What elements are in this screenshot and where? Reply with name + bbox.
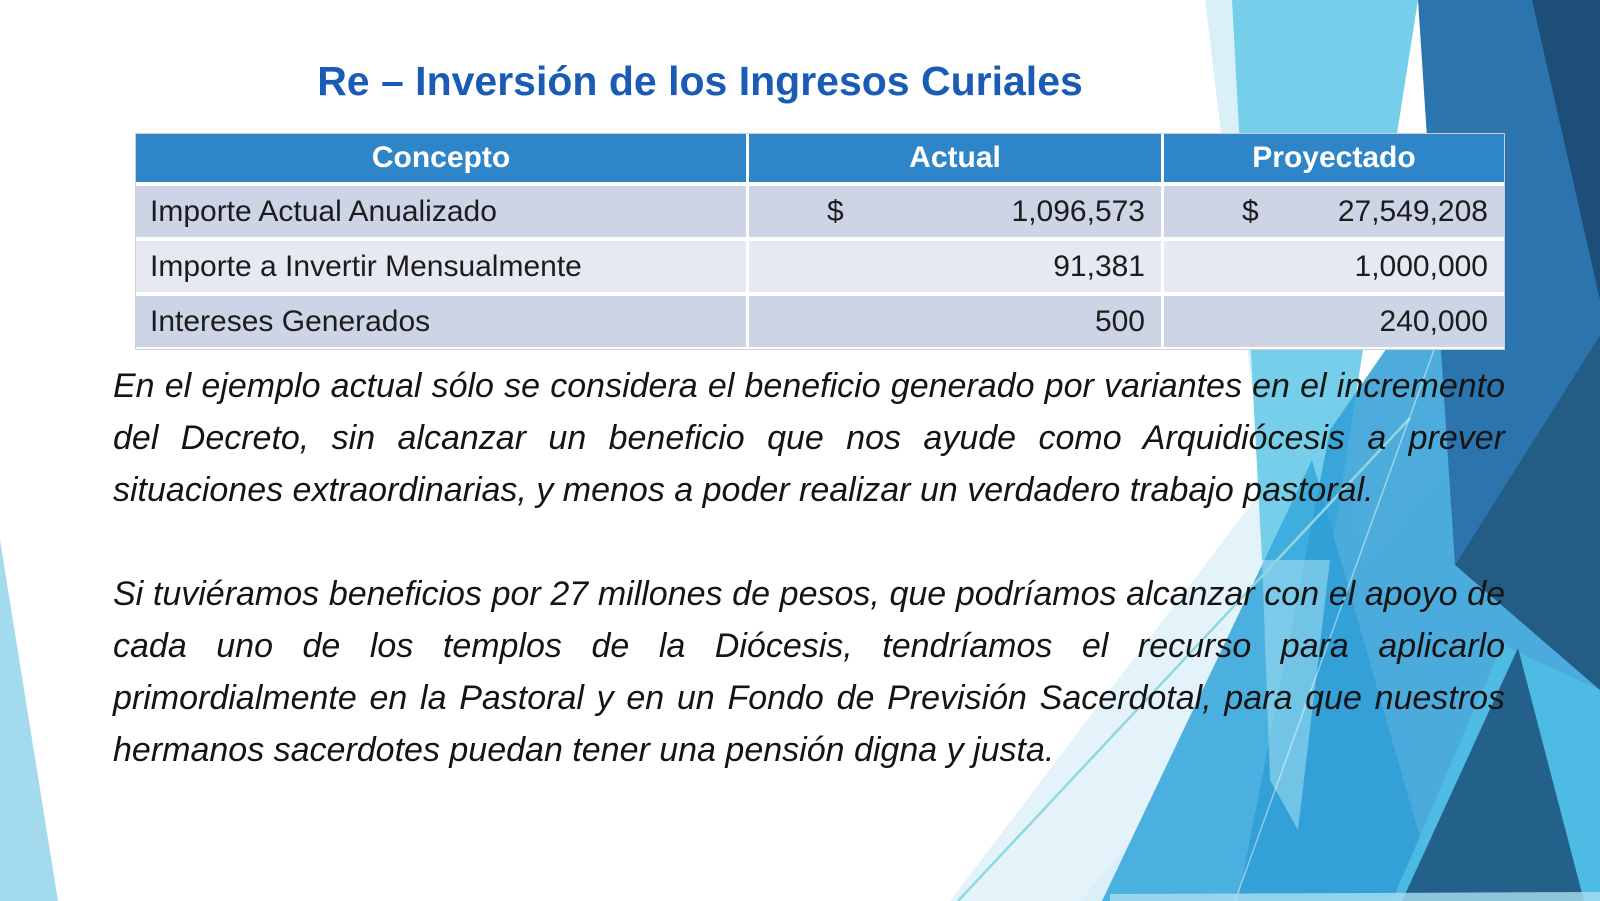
row-actual-value [749, 186, 1161, 237]
amount: 1,000,000 [1354, 249, 1488, 283]
col-header-actual: Actual [749, 134, 1161, 182]
amount: 91,381 [1053, 249, 1145, 283]
row-concept: Importe Actual Anualizado [136, 186, 746, 237]
table-header-row [136, 134, 1504, 182]
currency-symbol: $ [1242, 194, 1259, 228]
amount: 240,000 [1379, 304, 1488, 338]
col-header-concepto: Concepto [136, 134, 746, 182]
slide-title: Re – Inversión de los Ingresos Curiales [317, 58, 1083, 104]
paragraph-2: Si tuviéramos beneficios por 27 millones de pesos, que podríamos alcanzar con el apoyo de cada uno de los templos de la Diócesis, tendríamos el recurso para aplicarlo primordialmente en la Pastoral y en un Fondo de Previsión Sacerdotal, para que nuestros hermanos sacerdotes puedan tener una pensión digna y justa. [113, 575, 1505, 769]
investment-table [135, 133, 1505, 350]
row-concept: Intereses Generados [136, 296, 746, 347]
table-row [136, 296, 1504, 347]
row-actual-value [749, 241, 1161, 292]
amount: 27,549,208 [1337, 194, 1488, 228]
amount: 1,096,573 [1011, 194, 1145, 228]
table-row [136, 241, 1504, 292]
currency-symbol: $ [827, 194, 844, 228]
paragraph-1: En el ejemplo actual sólo se considera el beneficio generado por variantes en el incremento del Decreto, sin alcanzar un beneficio que nos ayude como Arquidiócesis a prever situaciones extraordinarias, y menos a poder realizar un verdadero trabajo pastoral. [113, 367, 1505, 509]
col-header-proyectado: Proyectado [1164, 134, 1504, 182]
amount: 500 [1094, 304, 1145, 338]
row-projected-value [1164, 296, 1504, 347]
table-row [136, 186, 1504, 237]
row-actual-value [749, 296, 1161, 347]
row-projected-value [1164, 186, 1504, 237]
body-text-block [113, 360, 1505, 776]
row-concept: Importe a Invertir Mensualmente [136, 241, 746, 292]
row-projected-value [1164, 241, 1504, 292]
